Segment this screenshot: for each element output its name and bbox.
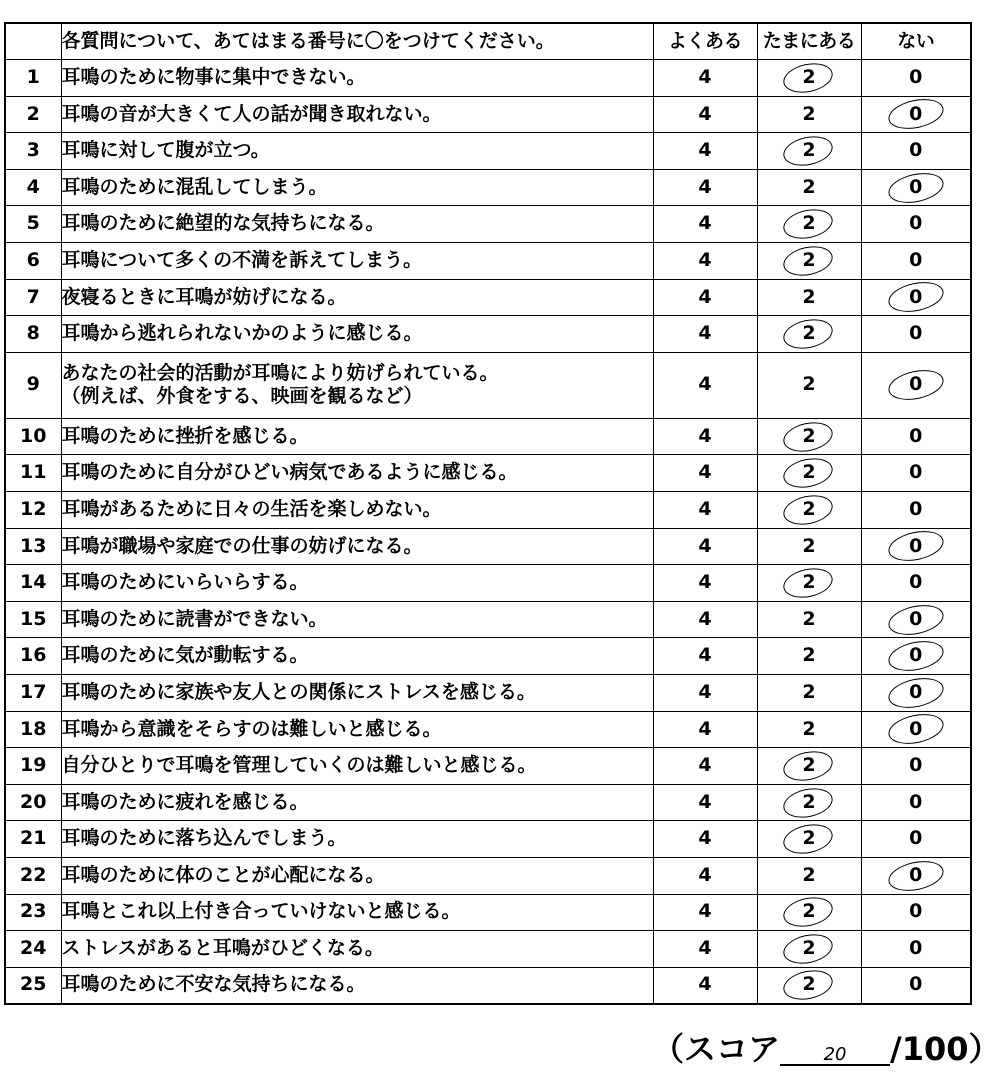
answer-value: 0 (909, 285, 923, 308)
answer-value: 2 (802, 900, 816, 923)
answer-option-sometimes[interactable] (757, 316, 861, 353)
answer-option-sometimes[interactable] (757, 352, 861, 418)
question-text: 自分ひとりで耳鳴を管理していくのは難しいと感じる。 (61, 754, 537, 777)
score-value-field[interactable]: 20 (780, 1046, 890, 1066)
answer-option-often[interactable] (653, 675, 757, 712)
question-row (5, 565, 971, 602)
answer-value: 4 (698, 497, 712, 520)
answer-value: 4 (698, 790, 712, 813)
question-number: 25 (5, 967, 61, 1004)
answer-option-never[interactable] (861, 967, 971, 1004)
question-text-cell (61, 784, 653, 821)
answer-option-sometimes[interactable] (757, 455, 861, 492)
answer-option-often[interactable] (653, 243, 757, 280)
answer-value: 2 (802, 680, 816, 703)
answer-value: 0 (909, 248, 923, 271)
answer-option-often[interactable] (653, 711, 757, 748)
question-number: 21 (5, 821, 61, 858)
answer-option-often[interactable] (653, 821, 757, 858)
answer-value: 4 (698, 717, 712, 740)
answer-option-never[interactable] (861, 601, 971, 638)
question-row (5, 967, 971, 1004)
answer-option-sometimes[interactable] (757, 857, 861, 894)
answer-value: 2 (802, 937, 816, 960)
question-text: 耳鳴に対して腹が立つ。 (61, 139, 270, 162)
answer-value: 4 (698, 175, 712, 198)
answer-value: 0 (909, 827, 923, 850)
answer-value: 0 (909, 534, 923, 557)
question-number: 14 (5, 565, 61, 602)
question-row (5, 748, 971, 785)
answer-option-often[interactable] (653, 748, 757, 785)
answer-option-sometimes[interactable] (757, 748, 861, 785)
question-number: 7 (5, 279, 61, 316)
answer-value: 0 (909, 175, 923, 198)
answer-option-sometimes[interactable] (757, 528, 861, 565)
answer-value: 4 (698, 285, 712, 308)
question-text-cell (61, 455, 653, 492)
question-number: 20 (5, 784, 61, 821)
question-number: 11 (5, 455, 61, 492)
answer-value: 4 (698, 461, 712, 484)
answer-value: 2 (802, 248, 816, 271)
question-text: 耳鳴から意識をそらすのは難しいと感じる。 (61, 717, 442, 740)
answer-option-sometimes[interactable] (757, 418, 861, 455)
answer-option-never[interactable] (861, 931, 971, 968)
question-number: 22 (5, 857, 61, 894)
question-text: 耳鳴とこれ以上付き合っていけないと感じる。 (61, 900, 461, 923)
answer-option-sometimes[interactable] (757, 279, 861, 316)
answer-value: 2 (802, 790, 816, 813)
answer-value: 4 (698, 680, 712, 703)
header-number-cell (5, 23, 61, 60)
question-number: 24 (5, 931, 61, 968)
answer-value: 4 (698, 937, 712, 960)
question-list (5, 60, 971, 1004)
answer-value: 2 (802, 285, 816, 308)
answer-value: 2 (802, 717, 816, 740)
question-row (5, 675, 971, 712)
question-row (5, 418, 971, 455)
question-text-cell (61, 492, 653, 529)
question-text: 耳鳴のために不安な気持ちになる。 (61, 973, 366, 996)
answer-value: 0 (909, 973, 923, 996)
question-row (5, 931, 971, 968)
answer-option-sometimes[interactable] (757, 565, 861, 602)
answer-value: 0 (909, 680, 923, 703)
answer-value: 2 (802, 175, 816, 198)
question-row (5, 821, 971, 858)
question-number: 16 (5, 638, 61, 675)
score-line (652, 1024, 1001, 1074)
question-text: 耳鳴のために自分がひどい病気であるように感じる。 (61, 461, 518, 484)
answer-value: 4 (698, 424, 712, 447)
answer-value: 2 (802, 66, 816, 89)
question-text: 耳鳴のために家族や友人との関係にストレスを感じる。 (61, 680, 536, 703)
answer-value: 2 (802, 973, 816, 996)
question-text: 耳鳴のために読書ができない。 (61, 607, 328, 630)
question-text-note: （例えば、外食をする、映画を観るなど） (61, 385, 423, 408)
answer-value: 0 (909, 212, 923, 235)
question-number: 18 (5, 711, 61, 748)
question-text: 夜寝るときに耳鳴が妨げになる。 (61, 285, 347, 308)
question-text: 耳鳴について多くの不満を訴えてしまう。 (61, 248, 423, 271)
answer-option-often[interactable] (653, 931, 757, 968)
answer-value: 0 (909, 102, 923, 125)
question-text-cell (61, 96, 653, 133)
answer-value: 4 (698, 607, 712, 630)
question-number: 23 (5, 894, 61, 931)
answer-value: 4 (698, 644, 712, 667)
question-text: 耳鳴のために混乱してしまう。 (61, 175, 328, 198)
question-row (5, 243, 971, 280)
question-text-cell (61, 60, 653, 97)
question-number: 19 (5, 748, 61, 785)
questionnaire-table (4, 22, 972, 1005)
question-text-cell (61, 967, 653, 1004)
answer-value: 0 (909, 497, 923, 520)
answer-value: 0 (909, 571, 923, 594)
answer-value: 2 (802, 863, 816, 886)
answer-option-sometimes[interactable] (757, 711, 861, 748)
question-number: 5 (5, 206, 61, 243)
question-text-cell (61, 821, 653, 858)
question-text-cell (61, 133, 653, 170)
instruction-header: 各質問について、あてはまる番号に〇をつけてください。 (61, 23, 653, 60)
question-text: 耳鳴のために物事に集中できない。 (61, 66, 366, 89)
answer-option-often[interactable] (653, 565, 757, 602)
answer-value: 0 (909, 139, 923, 162)
answer-option-never[interactable] (861, 169, 971, 206)
answer-value: 2 (802, 102, 816, 125)
answer-option-sometimes[interactable] (757, 96, 861, 133)
answer-value: 0 (909, 900, 923, 923)
answer-value: 2 (802, 827, 816, 850)
answer-option-sometimes[interactable] (757, 894, 861, 931)
answer-option-never[interactable] (861, 243, 971, 280)
answer-option-sometimes[interactable] (757, 60, 861, 97)
answer-option-often[interactable] (653, 169, 757, 206)
answer-option-never[interactable] (861, 60, 971, 97)
question-text-cell (61, 169, 653, 206)
question-text-cell (61, 528, 653, 565)
answer-value: 4 (698, 139, 712, 162)
answer-value: 0 (909, 461, 923, 484)
answer-option-never[interactable] (861, 565, 971, 602)
answer-value: 4 (698, 102, 712, 125)
question-text: 耳鳴のために疲れを感じる。 (61, 790, 309, 813)
answer-option-sometimes[interactable] (757, 243, 861, 280)
answer-value: 2 (802, 373, 816, 396)
question-text-cell (61, 931, 653, 968)
answer-option-never[interactable] (861, 528, 971, 565)
answer-option-often[interactable] (653, 784, 757, 821)
question-number: 12 (5, 492, 61, 529)
answer-value: 4 (698, 248, 712, 271)
answer-option-never[interactable] (861, 316, 971, 353)
answer-value: 0 (909, 424, 923, 447)
question-row (5, 316, 971, 353)
answer-value: 4 (698, 534, 712, 557)
answer-value: 2 (802, 461, 816, 484)
answer-option-sometimes[interactable] (757, 133, 861, 170)
question-text: 耳鳴のためにいらいらする。 (61, 571, 309, 594)
answer-value: 0 (909, 790, 923, 813)
answer-option-never[interactable] (861, 492, 971, 529)
question-number: 4 (5, 169, 61, 206)
answer-value: 4 (698, 212, 712, 235)
answer-option-never[interactable] (861, 857, 971, 894)
question-text-cell (61, 894, 653, 931)
answer-value: 4 (698, 322, 712, 345)
question-text: 耳鳴から逃れられないかのように感じる。 (61, 322, 423, 345)
answer-value: 0 (909, 644, 923, 667)
answer-option-never[interactable] (861, 418, 971, 455)
question-text: 耳鳴が職場や家庭での仕事の妨げになる。 (61, 534, 423, 557)
answer-value: 4 (698, 827, 712, 850)
answer-option-often[interactable] (653, 967, 757, 1004)
answer-option-sometimes[interactable] (757, 601, 861, 638)
answer-option-never[interactable] (861, 352, 971, 418)
answer-value: 2 (802, 754, 816, 777)
column-header-sometimes: たまにある (757, 23, 861, 60)
question-number: 17 (5, 675, 61, 712)
question-text-cell (61, 565, 653, 602)
answer-value: 4 (698, 900, 712, 923)
question-text-cell (61, 243, 653, 280)
question-row (5, 857, 971, 894)
answer-value: 0 (909, 754, 923, 777)
score-prefix: （スコア (652, 1030, 781, 1068)
answer-option-often[interactable] (653, 279, 757, 316)
answer-value: 0 (909, 322, 923, 345)
question-text: 耳鳴の音が大きくて人の話が聞き取れない。 (61, 102, 442, 125)
question-row (5, 352, 971, 418)
answer-option-sometimes[interactable] (757, 638, 861, 675)
question-text-cell (61, 857, 653, 894)
answer-option-never[interactable] (861, 821, 971, 858)
answer-option-sometimes[interactable] (757, 169, 861, 206)
answer-option-sometimes[interactable] (757, 675, 861, 712)
answer-value: 0 (909, 717, 923, 740)
question-row (5, 711, 971, 748)
answer-value: 2 (802, 212, 816, 235)
question-text: 耳鳴のために落ち込んでしまう。 (61, 827, 347, 850)
question-text-cell (61, 279, 653, 316)
column-header-often: よくある (653, 23, 757, 60)
answer-value: 2 (802, 424, 816, 447)
answer-option-never[interactable] (861, 638, 971, 675)
answer-option-sometimes[interactable] (757, 206, 861, 243)
question-row (5, 601, 971, 638)
answer-option-never[interactable] (861, 748, 971, 785)
answer-option-never[interactable] (861, 279, 971, 316)
column-header-never: ない (861, 23, 971, 60)
question-number: 9 (5, 352, 61, 418)
question-number: 2 (5, 96, 61, 133)
answer-value: 2 (802, 644, 816, 667)
answer-option-often[interactable] (653, 638, 757, 675)
question-row (5, 638, 971, 675)
answer-option-never[interactable] (861, 894, 971, 931)
header-row (5, 23, 971, 60)
answer-option-never[interactable] (861, 784, 971, 821)
question-text-cell (61, 352, 653, 418)
answer-option-sometimes[interactable] (757, 967, 861, 1004)
answer-option-often[interactable] (653, 601, 757, 638)
answer-option-often[interactable] (653, 96, 757, 133)
question-number: 10 (5, 418, 61, 455)
answer-value: 4 (698, 571, 712, 594)
question-row (5, 894, 971, 931)
question-row (5, 492, 971, 529)
question-row (5, 784, 971, 821)
question-row (5, 455, 971, 492)
answer-value: 0 (909, 937, 923, 960)
question-number: 8 (5, 316, 61, 353)
question-number: 3 (5, 133, 61, 170)
question-row (5, 133, 971, 170)
answer-option-often[interactable] (653, 133, 757, 170)
question-text: ストレスがあると耳鳴がひどくなる。 (61, 937, 384, 960)
question-text-cell (61, 675, 653, 712)
question-row (5, 96, 971, 133)
question-number: 13 (5, 528, 61, 565)
answer-value: 0 (909, 607, 923, 630)
answer-option-never[interactable] (861, 206, 971, 243)
answer-option-sometimes[interactable] (757, 492, 861, 529)
question-row (5, 279, 971, 316)
answer-option-never[interactable] (861, 455, 971, 492)
answer-value: 2 (802, 534, 816, 557)
answer-option-never[interactable] (861, 675, 971, 712)
answer-value: 4 (698, 863, 712, 886)
question-text: あなたの社会的活動が耳鳴により妨げられている。 (61, 361, 499, 384)
answer-option-often[interactable] (653, 894, 757, 931)
answer-option-often[interactable] (653, 206, 757, 243)
answer-option-often[interactable] (653, 352, 757, 418)
answer-option-sometimes[interactable] (757, 784, 861, 821)
question-text-cell (61, 711, 653, 748)
question-number: 6 (5, 243, 61, 280)
answer-option-never[interactable] (861, 711, 971, 748)
answer-option-often[interactable] (653, 60, 757, 97)
question-text: 耳鳴のために気が動転する。 (61, 644, 309, 667)
answer-value: 4 (698, 66, 712, 89)
question-text-cell (61, 316, 653, 353)
question-text: 耳鳴のために挫折を感じる。 (61, 424, 309, 447)
question-row (5, 528, 971, 565)
answer-option-often[interactable] (653, 316, 757, 353)
answer-value: 4 (698, 373, 712, 396)
question-text-cell (61, 638, 653, 675)
question-number: 1 (5, 60, 61, 97)
question-row (5, 60, 971, 97)
score-suffix: /100） (890, 1030, 1001, 1068)
answer-value: 2 (802, 497, 816, 520)
question-text-cell (61, 206, 653, 243)
question-number: 15 (5, 601, 61, 638)
question-text-cell (61, 418, 653, 455)
answer-option-never[interactable] (861, 133, 971, 170)
question-row (5, 206, 971, 243)
answer-value: 2 (802, 571, 816, 594)
answer-value: 2 (802, 607, 816, 630)
answer-option-sometimes[interactable] (757, 931, 861, 968)
answer-value: 0 (909, 66, 923, 89)
answer-value: 0 (909, 373, 923, 396)
answer-option-never[interactable] (861, 96, 971, 133)
answer-option-often[interactable] (653, 492, 757, 529)
answer-value: 4 (698, 754, 712, 777)
answer-value: 2 (802, 322, 816, 345)
answer-value: 2 (802, 139, 816, 162)
questionnaire-sheet (4, 22, 970, 996)
answer-option-often[interactable] (653, 857, 757, 894)
question-text: 耳鳴があるために日々の生活を楽しめない。 (61, 497, 442, 520)
question-text: 耳鳴のために体のことが心配になる。 (61, 863, 385, 886)
answer-option-often[interactable] (653, 528, 757, 565)
answer-option-sometimes[interactable] (757, 821, 861, 858)
answer-option-often[interactable] (653, 418, 757, 455)
answer-value: 0 (909, 863, 923, 886)
question-row (5, 169, 971, 206)
question-text: 耳鳴のために絶望的な気持ちになる。 (61, 212, 385, 235)
question-text-cell (61, 748, 653, 785)
answer-value: 4 (698, 973, 712, 996)
question-text-cell (61, 601, 653, 638)
answer-option-often[interactable] (653, 455, 757, 492)
